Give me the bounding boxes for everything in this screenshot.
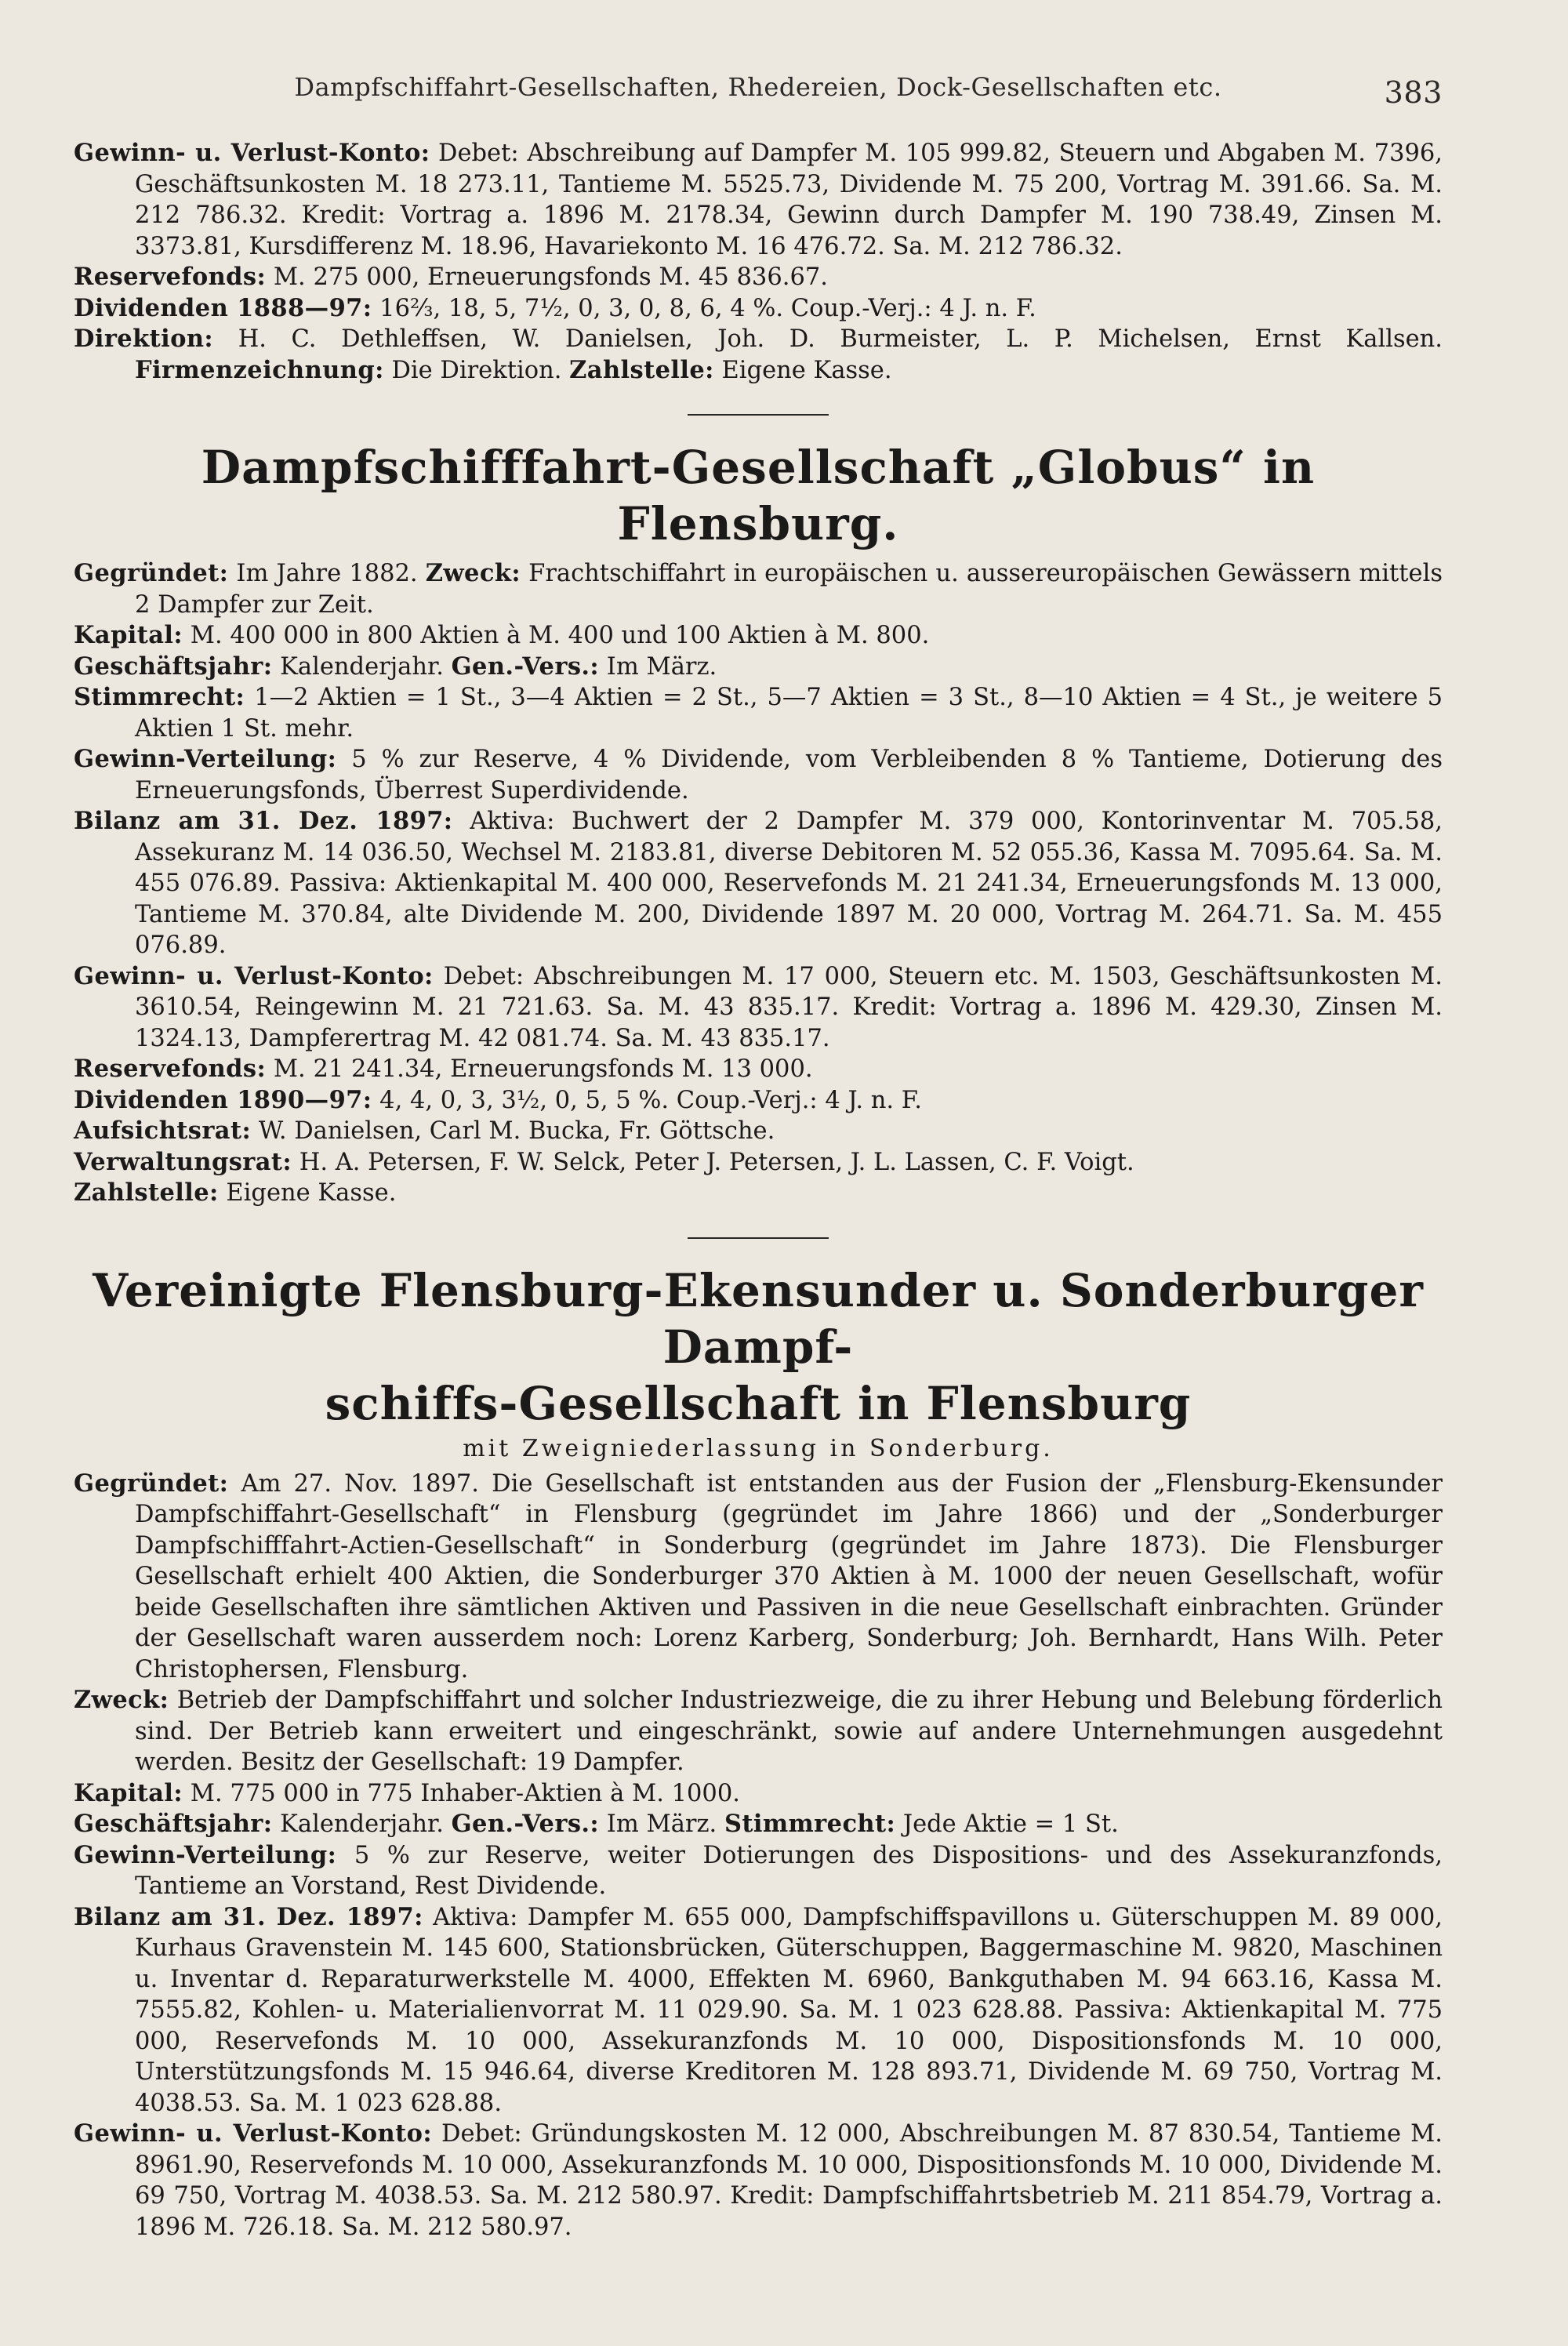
value: M. 21 241.34, Erneuerungsfonds M. 13 000. [273, 1055, 813, 1083]
label: Zweck: [425, 559, 521, 587]
section-title [74, 1262, 1443, 1432]
label: Zahlstelle: [569, 355, 714, 384]
entry-founded [74, 1469, 1443, 1686]
value: M. 275 000, Erneuerungsfonds M. 45 836.67. [273, 263, 828, 291]
value: 4, 4, 0, 3, 3½, 0, 5, 5 %. Coup.-Verj.: 4 J. n. F. [379, 1086, 922, 1114]
entry-balance-sheet [74, 806, 1443, 961]
title-line-1: Vereinigte Flensburg-Ekensunder u. Sonderburger Dampf- [93, 1263, 1424, 1374]
value: Frachtschiffahrt in europäischen u. aussereuropäischen Gewässern mittels 2 Dampfer zur Zeit. [135, 560, 1443, 619]
section-globus [74, 439, 1443, 1209]
entry-profit-distribution [74, 744, 1443, 806]
entry-dividends [74, 293, 1443, 325]
label: Gewinn-Verteilung: [74, 745, 337, 773]
section-vereinigte [74, 1262, 1443, 2243]
label: Bilanz am 31. Dez. 1897: [74, 807, 453, 835]
entry-profit-loss [74, 2119, 1443, 2242]
label: Kapital: [74, 621, 183, 649]
value: Betrieb der Dampfschiffahrt und solcher Industriezweige, die zu ihrer Hebung und Belebung förderlich sind. Der Betrieb kann erweitert und eingeschränkt, sowie auf andere Unternehmungen ausgedehnt werden. Besitz der Gesellschaft: 19 Dampfer. [135, 1687, 1443, 1776]
value: Debet: Gründungskosten M. 12 000, Abschreibungen M. 87 830.54, Tantieme M. 8961.90, Reservefonds M. 10 000, Assekuranzfonds M. 10 000, Dispositionsfonds M. 10 000, Dividende M. 69 750, Vortrag M. 4038.53. Sa. M. 212 580.97. Kredit: Dampfschiffahrtsbetrieb M. 211 854.79, Vortrag a. 1896 M. 726.18. Sa. M. 212 580.97. [135, 2120, 1443, 2241]
entry-capital [74, 1778, 1443, 1810]
label: Geschäftsjahr: [74, 1810, 273, 1838]
label: Gen.-Vers.: [451, 652, 600, 681]
label: Stimmrecht: [74, 683, 245, 711]
value: Kalenderjahr. [280, 1810, 444, 1838]
running-header [74, 72, 1443, 110]
entry-administrative-board [74, 1147, 1443, 1178]
label: Gen.-Vers.: [451, 1810, 600, 1838]
value: W. Danielsen, Carl M. Bucka, Fr. Göttsche. [258, 1117, 775, 1145]
entry-profit-distribution [74, 1840, 1443, 1902]
label: Reservefonds: [74, 1055, 267, 1083]
label: Dividenden 1888—97: [74, 293, 372, 322]
entry-purpose [74, 1685, 1443, 1778]
value: Am 27. Nov. 1897. Die Gesellschaft ist entstanden aus der Fusion der „Flensburg-Ekensunder Dampfschiffahrt-Gesellschaft“ in Flensburg (gegründet im Jahre 1866) und der „Sonderburger Dampfschifffahrt-Actien-Gesellschaft“ in Sonderburg (gegründet im Jahre 1873). Die Flensburger Gesellschaft erhielt 400 Aktien, die Sonderburger 370 Aktien à M. 1000 der neuen Gesellschaft, wofür beide Gesellschaften ihre sämtlichen Aktiven und Passiven in die neue Gesellschaft einbrachten. Gründer der Gesellschaft waren ausserdem noch: Lorenz Karberg, Sonderburg; Joh. Bernhardt, Hans Wilh. Peter Christophersen, Flensburg. [135, 1469, 1443, 1683]
entry-fiscal-year [74, 1809, 1443, 1840]
label: Firmenzeichnung: [135, 355, 384, 384]
label: Zahlstelle: [74, 1178, 219, 1207]
value: 16⅔, 18, 5, 7½, 0, 3, 0, 8, 6, 4 %. Coup.-Verj.: 4 J. n. F. [379, 294, 1036, 322]
entry-voting-rights [74, 682, 1443, 744]
value: Aktiva: Buchwert der 2 Dampfer M. 379 000, Kontorinventar M. 705.58, Assekuranz M. 14 036.50, Wechsel M. 2183.81, diverse Debitoren M. 52 055.36, Kassa M. 7095.64. Sa. M. 455 076.89. Passiva: Aktienkapital M. 400 000, Reservefonds M. 21 241.34, Erneuerungsfonds M. 13 000, Tantieme M. 370.84, alte Dividende M. 200, Dividende 1897 M. 20 000, Vortrag M. 264.71. Sa. M. 455 076.89. [135, 808, 1443, 959]
value: Im März. [606, 652, 717, 681]
label: Bilanz am 31. Dez. 1897: [74, 1902, 423, 1931]
label: Geschäftsjahr: [74, 652, 273, 681]
section-divider [688, 1237, 829, 1239]
entry-directors [74, 324, 1443, 386]
entry-profit-loss [74, 138, 1443, 262]
value: M. 400 000 in 800 Aktien à M. 400 und 100 Aktien à M. 800. [190, 622, 930, 649]
entry-dividends [74, 1085, 1443, 1117]
label: Aufsichtsrat: [74, 1117, 252, 1145]
entry-paying-office [74, 1178, 1443, 1209]
value: H. A. Petersen, F. W. Selck, Peter J. Petersen, J. L. Lassen, C. F. Voigt. [299, 1148, 1134, 1176]
entry-supervisory-board [74, 1116, 1443, 1147]
value: Jede Aktie = 1 St. [902, 1810, 1119, 1838]
label: Zweck: [74, 1686, 169, 1714]
value: 1—2 Aktien = 1 St., 3—4 Aktien = 2 St., 5—7 Aktien = 3 St., 8—10 Aktien = 4 St., je weitere 5 Aktien 1 St. mehr. [135, 684, 1443, 743]
entry-profit-loss [74, 961, 1443, 1055]
label: Gegründet: [74, 559, 229, 587]
entry-reserve-fund [74, 1054, 1443, 1085]
value: Debet: Abschreibung auf Dampfer M. 105 999.82, Steuern und Abgaben M. 7396, Geschäftsunkosten M. 18 273.11, Tantieme M. 5525.73, Dividende M. 75 200, Vortrag M. 391.66. Sa. M. 212 786.32. Kredit: Vortrag a. 1896 M. 2178.34, Gewinn durch Dampfer M. 190 738.49, Zinsen M. 3373.81, Kursdifferenz M. 18.96, Havariekonto M. 16 476.72. Sa. M. 212 786.32. [135, 140, 1443, 260]
label: Reservefonds: [74, 263, 267, 291]
label: Stimmrecht: [724, 1810, 896, 1838]
section-subtitle: mit Zweigniederlassung in Sonderburg. [463, 1434, 1054, 1462]
value: Die Direktion. [391, 356, 562, 384]
label: Gewinn- u. Verlust-Konto: [74, 139, 430, 167]
value: 5 % zur Reserve, 4 % Dividende, vom Verbleibenden 8 % Tantieme, Dotierung des Erneuerungsfonds, Überrest Superdividende. [135, 746, 1443, 804]
value: M. 775 000 in 775 Inhaber-Aktien à M. 1000. [190, 1779, 740, 1807]
entry-reserve-fund [74, 262, 1443, 293]
entry-capital [74, 620, 1443, 652]
running-title: Dampfschiffahrt-Gesellschaften, Rhedereien, Dock-Gesellschaften etc. [294, 72, 1222, 102]
value: H. C. Dethleffsen, W. Danielsen, Joh. D. Burmeister, L. P. Michelsen, Ernst Kallsen. [238, 325, 1443, 353]
value: Aktiva: Dampfer M. 655 000, Dampfschiffspavillons u. Güterschuppen M. 89 000, Kurhaus Gravenstein M. 145 600, Stationsbrücken, Güterschuppen, Baggermaschine M. 9820, Maschinen u. Inventar d. Reparaturwerkstelle M. 4000, Effekten M. 6960, Bankguthaben M. 94 663.16, Kassa M. 7555.82, Kohlen- u. Materialienvorrat M. 11 029.90. Sa. M. 1 023 628.88. Passiva: Aktienkapital M. 775 000, Reservefonds M. 10 000, Assekuranzfonds M. 10 000, Dispositionsfonds M. 10 000, Unterstützungsfonds M. 15 946.64, diverse Kreditoren M. 128 893.71, Dividende M. 69 750, Vortrag M. 4038.53. Sa. M. 1 023 628.88. [135, 1903, 1443, 2117]
previous-company-continuation [74, 138, 1443, 386]
label: Gewinn-Verteilung: [74, 1840, 337, 1869]
label: Direktion: [74, 325, 214, 353]
entry-founded [74, 558, 1443, 620]
section-divider [688, 414, 829, 416]
page-number: 383 [1384, 75, 1443, 110]
label: Gewinn- u. Verlust-Konto: [74, 961, 434, 990]
label: Dividenden 1890—97: [74, 1085, 372, 1114]
value: Im Jahre 1882. [236, 560, 418, 587]
label: Gegründet: [74, 1469, 229, 1498]
value: Debet: Abschreibungen M. 17 000, Steuern etc. M. 1503, Geschäftsunkosten M. 3610.54, Reingewinn M. 21 721.63. Sa. M. 43 835.17. Kredit: Vortrag a. 1896 M. 429.30, Zinsen M. 1324.13, Dampferertrag M. 42 081.74. Sa. M. 43 835.17. [135, 962, 1443, 1052]
entry-fiscal-year [74, 652, 1443, 683]
value: Eigene Kasse. [226, 1179, 397, 1207]
value: Eigene Kasse. [721, 356, 892, 384]
title-line-2: schiffs-Gesellschaft in Flensburg [325, 1376, 1192, 1430]
value: 5 % zur Reserve, weiter Dotierungen des Dispositions- und des Assekuranzfonds, Tantieme an Vorstand, Rest Dividende. [135, 1841, 1443, 1900]
value: Kalenderjahr. [280, 652, 444, 681]
label: Kapital: [74, 1778, 183, 1807]
label: Gewinn- u. Verlust-Konto: [74, 2119, 432, 2148]
label: Verwaltungsrat: [74, 1147, 292, 1176]
value: Im März. [606, 1810, 717, 1838]
entry-balance-sheet [74, 1902, 1443, 2119]
section-title: Dampfschifffahrt-Gesellschaft „Globus“ in Flensburg. [201, 441, 1316, 550]
